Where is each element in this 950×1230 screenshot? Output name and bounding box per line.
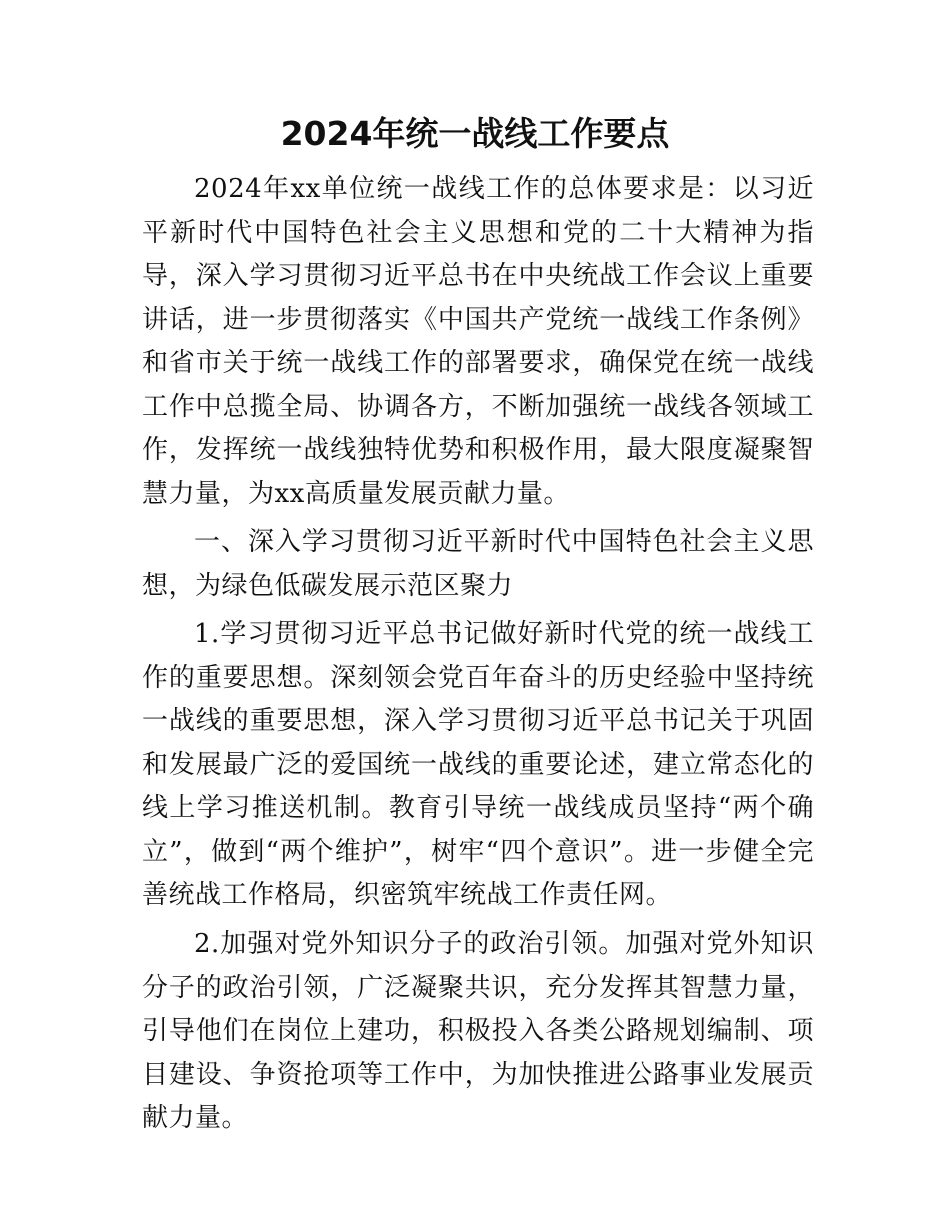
- intro-paragraph: 2024年xx单位统一战线工作的总体要求是：以习近平新时代中国特色社会主义思想和党的二十大精神为指导，深入学习贯彻习近平总书在中央统战工作会议上重要讲话，进一步贯彻落实《中国共产党统一战线工作条例》和省市关于统一战线工作的部署要求，确保党在统一战线工作中总揽全局、协调各方，不断加强统一战线各领域工作，发挥统一战线独特优势和积极作用，最大限度凝聚智慧力量，为xx高质量发展贡献力量。: [142, 174, 814, 509]
- item-paragraph-2: 2.加强对党外知识分子的政治引领。加强对党外知识分子的政治引领，广泛凝聚共识，充分发挥其智慧力量，引导他们在岗位上建功，积极投入各类公路规划编制、项目建设、争资抢项等工作中，为加快推进公路事业发展贡献力量。: [142, 929, 814, 1133]
- document-title: 2024年统一战线工作要点: [280, 114, 670, 153]
- item-paragraph-1: 1.学习贯彻习近平总书记做好新时代党的统一战线工作的重要思想。深刻领会党百年奋斗的历史经验中坚持统一战线的重要思想，深入学习贯彻习近平总书记关于巩固和发展最广泛的爱国统一战线的重要论述，建立常态化的线上学习推送机制。教育引导统一战线成员坚持“两个确立”，做到“两个维护”，树牢“四个意识”。进一步健全完善统战工作格局，织密筑牢统战工作责任网。: [142, 619, 814, 910]
- section-heading-1: 一、深入学习贯彻习近平新时代中国特色社会主义思想，为绿色低碳发展示范区聚力: [142, 527, 814, 601]
